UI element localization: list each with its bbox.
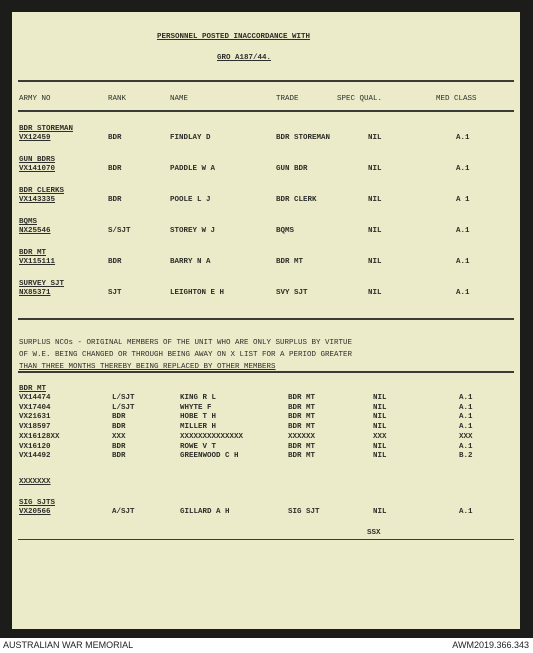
surplus-row-spec: NIL (373, 423, 387, 431)
footer-accession-number: AWM2019.366.343 (452, 640, 529, 650)
col-header-spec-qual: SPEC QUAL. (337, 95, 383, 103)
typist-initials: SSX (367, 529, 381, 537)
surplus-note-line-2: OF W.E. BEING CHANGED OR THROUGH BEING AWAY ON X LIST FOR A PERIOD GREATER (19, 351, 353, 359)
surplus-row-army-no: VX17404 (19, 404, 51, 412)
surplus-row-trade: BDR MT (288, 423, 316, 431)
row-trade: GUN BDR (276, 165, 308, 173)
sig-med-class: A.1 (459, 508, 473, 516)
row-heading: SURVEY SJT (19, 280, 65, 288)
surplus-row-name: ROWE V T (180, 443, 217, 451)
row-rank: BDR (108, 134, 122, 142)
surplus-heading: BDR MT (19, 385, 47, 393)
surplus-row-spec: NIL (373, 394, 387, 402)
row-heading: BDR CLERKS (19, 187, 65, 195)
row-med: A 1 (456, 196, 470, 204)
surplus-row-name: KING R L (180, 394, 217, 402)
surplus-row-trade: BDR MT (288, 394, 316, 402)
row-heading: BQMS (19, 218, 38, 226)
surplus-note-line-1: SURPLUS NCOs - ORIGINAL MEMBERS OF THE UNIT WHO ARE ONLY SURPLUS BY VIRTUE (19, 339, 353, 347)
row-spec: NIL (368, 227, 382, 235)
row-trade: SVY SJT (276, 289, 308, 297)
surplus-row-trade: XXXXXX (288, 433, 316, 441)
document-title: PERSONNEL POSTED INACCORDANCE WITH (157, 33, 311, 41)
row-spec: NIL (368, 134, 382, 142)
surplus-row-spec: NIL (373, 404, 387, 412)
col-header-trade: TRADE (276, 95, 299, 103)
surplus-row-rank: BDR (112, 443, 126, 451)
footer-institution: AUSTRALIAN WAR MEMORIAL (3, 640, 134, 650)
surplus-row-army-no: VX18597 (19, 423, 51, 431)
sig-rank: A/SJT (112, 508, 135, 516)
sig-trade: SIG SJT (288, 508, 320, 516)
surplus-row-rank: XXX (112, 433, 126, 441)
row-army-no: VX115111 (19, 258, 56, 266)
surplus-row-med: A.1 (459, 413, 473, 421)
sig-heading: SIG SJTS (19, 499, 56, 507)
row-heading: BDR MT (19, 249, 47, 257)
surplus-rule (18, 371, 514, 373)
row-heading: GUN BDRS (19, 156, 56, 164)
surplus-row-med: A.1 (459, 423, 473, 431)
surplus-row-med: A.1 (459, 404, 473, 412)
surplus-row-trade: BDR MT (288, 413, 316, 421)
surplus-row-med: B.2 (459, 452, 473, 460)
row-name: BARRY N A (170, 258, 211, 266)
surplus-row-trade: BDR MT (288, 443, 316, 451)
col-header-army-no: ARMY NO (19, 95, 51, 103)
surplus-row-med: A.1 (459, 394, 473, 402)
row-name: LEIGHTON E H (170, 289, 225, 297)
row-army-no: NX25546 (19, 227, 51, 235)
document-page (12, 12, 520, 629)
col-header-name: NAME (170, 95, 189, 103)
row-army-no: NX85371 (19, 289, 51, 297)
row-trade: BDR MT (276, 258, 304, 266)
surplus-row-rank: BDR (112, 413, 126, 421)
surplus-row-rank: BDR (112, 423, 126, 431)
row-army-no: VX141070 (19, 165, 56, 173)
row-med: A.1 (456, 289, 470, 297)
surplus-row-rank: BDR (112, 452, 126, 460)
surplus-note-line-3: THAN THREE MONTHS THEREBY BEING REPLACED BY OTHER MEMBERS (19, 363, 276, 371)
col-header-med-class: MED CLASS (436, 95, 477, 103)
sig-name: GILLARD A H (180, 508, 230, 516)
row-med: A.1 (456, 227, 470, 235)
document-reference: GRO A187/44. (217, 54, 272, 62)
struck-heading: XXXXXXX (19, 478, 51, 486)
surplus-row-name: XXXXXXXXXXXXXX (180, 433, 244, 441)
surplus-row-name: MILLER H (180, 423, 217, 431)
footer (0, 638, 533, 653)
surplus-row-trade: BDR MT (288, 404, 316, 412)
surplus-row-name: HOBE T H (180, 413, 217, 421)
surplus-row-spec: XXX (373, 433, 387, 441)
row-rank: S/SJT (108, 227, 131, 235)
row-trade: BDR CLERK (276, 196, 317, 204)
row-name: POOLE L J (170, 196, 211, 204)
row-spec: NIL (368, 165, 382, 173)
row-trade: BQMS (276, 227, 295, 235)
row-rank: BDR (108, 196, 122, 204)
row-name: STOREY W J (170, 227, 216, 235)
surplus-row-rank: L/SJT (112, 404, 135, 412)
row-rank: BDR (108, 258, 122, 266)
row-heading: BDR STOREMAN (19, 125, 74, 133)
surplus-row-name: GREENWOOD C H (180, 452, 239, 460)
header-rule-bottom (18, 110, 514, 112)
row-rank: BDR (108, 165, 122, 173)
row-med: A.1 (456, 134, 470, 142)
row-rank: SJT (108, 289, 122, 297)
surplus-row-army-no: VX16120 (19, 443, 51, 451)
surplus-row-army-no: VX21631 (19, 413, 51, 421)
surplus-row-spec: NIL (373, 443, 387, 451)
row-spec: NIL (368, 196, 382, 204)
surplus-row-med: XXX (459, 433, 473, 441)
row-name: FINDLAY D (170, 134, 211, 142)
row-spec: NIL (368, 258, 382, 266)
surplus-row-name: WHYTE F (180, 404, 212, 412)
surplus-row-trade: BDR MT (288, 452, 316, 460)
row-med: A.1 (456, 165, 470, 173)
row-trade: BDR STOREMAN (276, 134, 331, 142)
sig-spec-qual: NIL (373, 508, 387, 516)
surplus-row-spec: NIL (373, 452, 387, 460)
surplus-row-rank: L/SJT (112, 394, 135, 402)
surplus-row-med: A.1 (459, 443, 473, 451)
col-header-rank: RANK (108, 95, 127, 103)
surplus-row-spec: NIL (373, 413, 387, 421)
surplus-row-army-no: VX14474 (19, 394, 51, 402)
header-rule-top (18, 80, 514, 82)
closing-rule (18, 539, 514, 540)
surplus-row-army-no: XX16128XX (19, 433, 60, 441)
row-name: PADDLE W A (170, 165, 216, 173)
surplus-row-army-no: VX14492 (19, 452, 51, 460)
row-med: A.1 (456, 258, 470, 266)
row-army-no: VX143335 (19, 196, 56, 204)
section-rule (18, 318, 514, 320)
sig-army-no: VX20566 (19, 508, 51, 516)
row-army-no: VX12459 (19, 134, 51, 142)
row-spec: NIL (368, 289, 382, 297)
